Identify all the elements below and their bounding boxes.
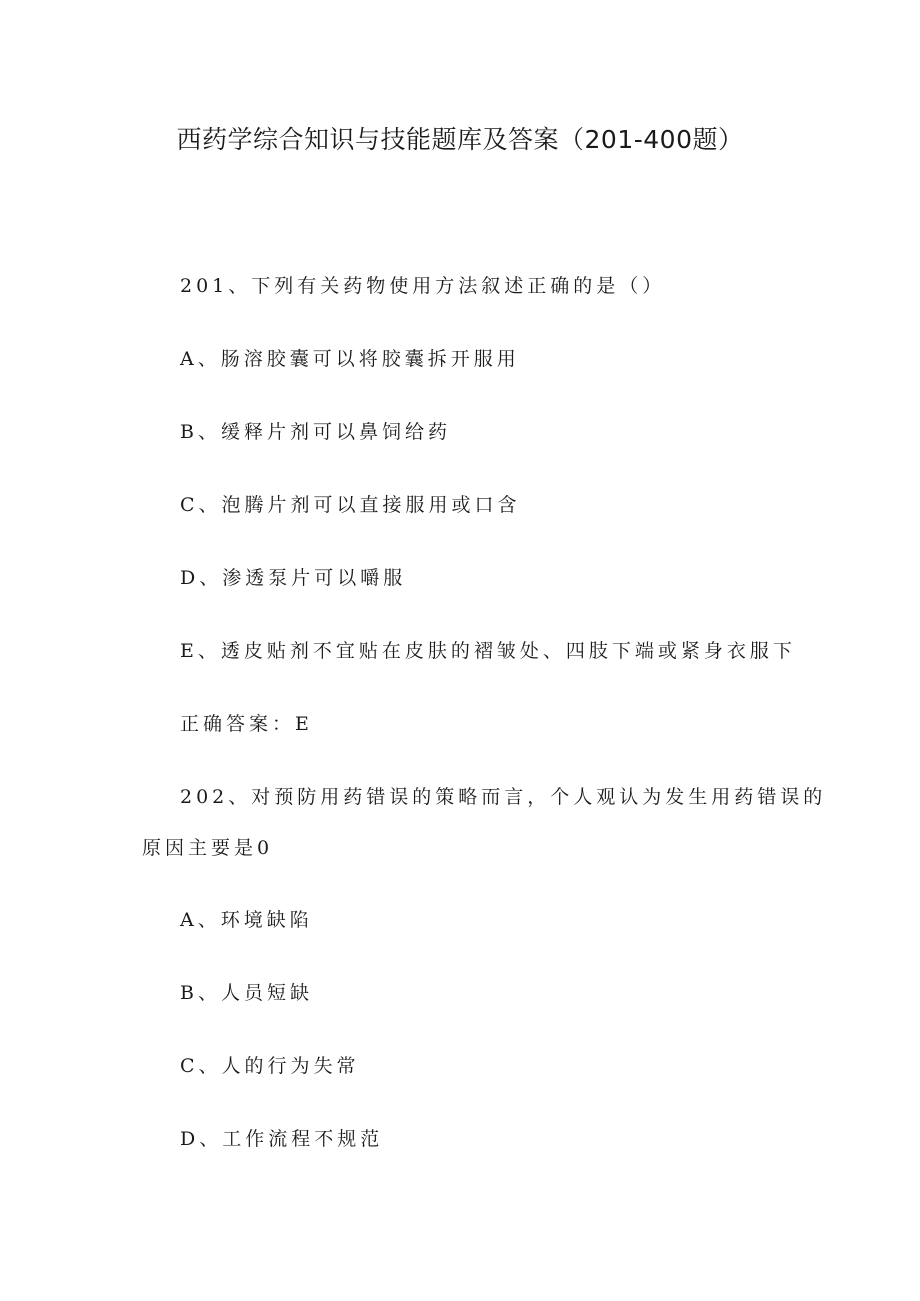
question-201-answer: 正确答案：E bbox=[180, 713, 313, 735]
question-202-stem-line1: 202、对预防用药错误的策略而言，个人观认为发生用药错误的 bbox=[180, 786, 827, 808]
question-201-option-b: B、缓释片剂可以鼻饲给药 bbox=[180, 421, 451, 443]
question-201-stem: 201、下列有关药物使用方法叙述正确的是（） bbox=[180, 275, 666, 297]
question-202-option-d: D、工作流程不规范 bbox=[180, 1128, 384, 1150]
question-202-stem-line2: 原因主要是0 bbox=[142, 837, 274, 859]
question-202-option-c: C、人的行为失常 bbox=[180, 1055, 360, 1077]
question-201-option-e: E、透皮贴剂不宜贴在皮肤的褶皱处、四肢下端或紧身衣服下 bbox=[180, 640, 796, 662]
question-201-option-c: C、泡腾片剂可以直接服用或口含 bbox=[180, 494, 521, 516]
question-201-option-d: D、渗透泵片可以嚼服 bbox=[180, 567, 407, 589]
question-202-option-a: A、环境缺陷 bbox=[180, 909, 313, 931]
page-title: 西药学综合知识与技能题库及答案（201-400题） bbox=[176, 125, 744, 154]
question-202-option-b: B、人员短缺 bbox=[180, 982, 313, 1004]
question-201-option-a: A、肠溶胶囊可以将胶囊拆开服用 bbox=[180, 348, 520, 370]
